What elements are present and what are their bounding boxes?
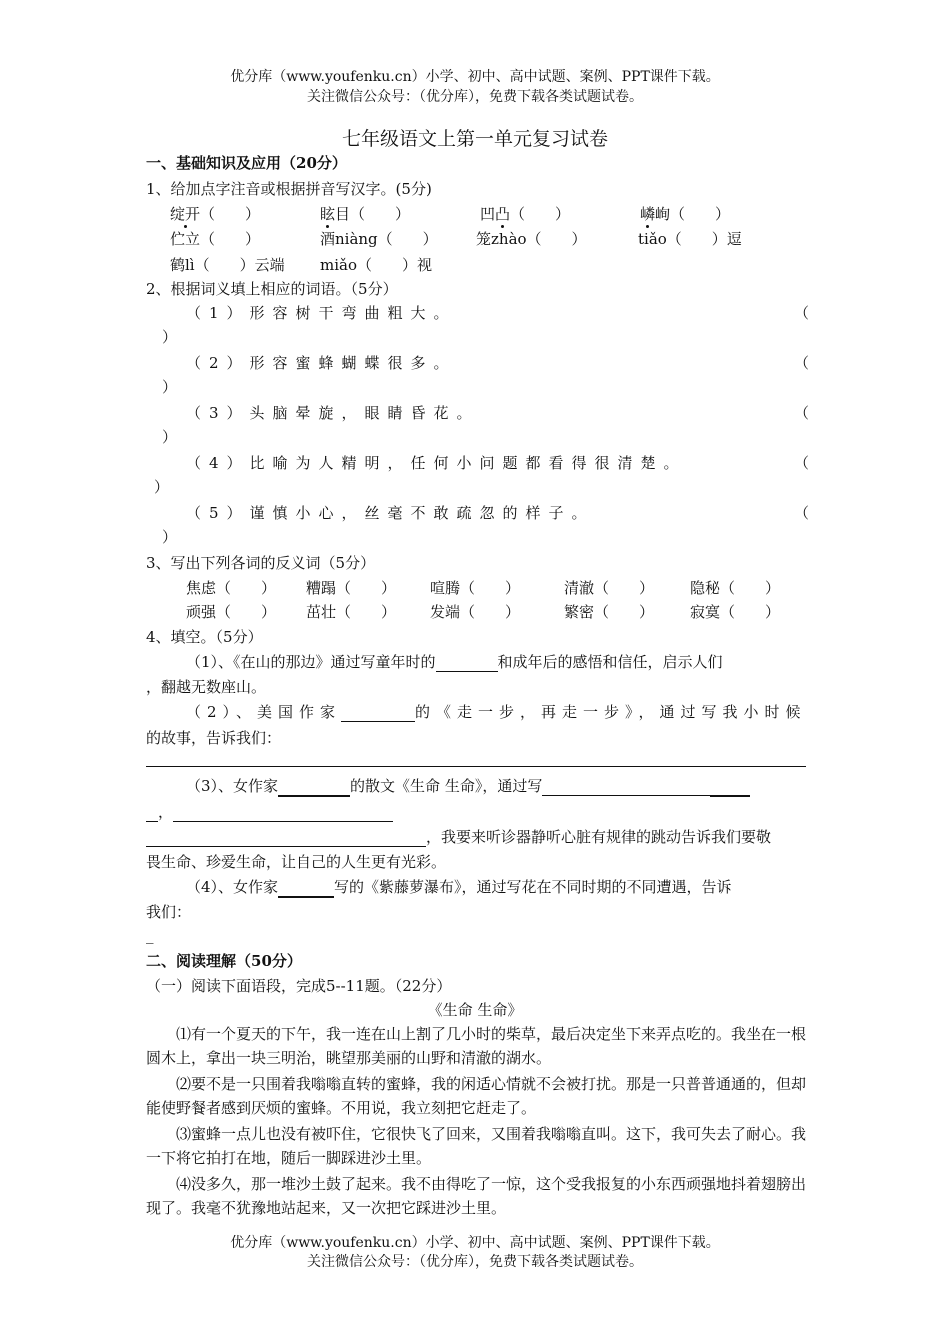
answer-blank[interactable]	[436, 653, 498, 672]
answer-open-paren: （	[794, 454, 810, 472]
q3-item: 发端（ ）	[430, 603, 521, 621]
q4-sentence-2: （2）、美国作家 的《走一步，再走一步》，通过写我小时候	[186, 703, 807, 721]
q2-item: （4）比喻为人精明，任何小问题都看得很清楚。	[186, 454, 687, 472]
essay-paragraph-3: ⑶蜜蜂一点儿也没有被吓住，它很快飞了回来，又围着我嗡嗡直叫。这下，我可失去了耐心。我一下将它拍打在地，随后一脚踩进沙土里。	[146, 1125, 807, 1167]
section-heading-reading: 二、阅读理解（50分）	[146, 952, 302, 970]
answer-close-paren: ）	[162, 378, 178, 396]
q3-item: 茁壮（ ）	[306, 603, 397, 621]
answer-open-paren: （	[794, 404, 810, 422]
q4-sentence-3: （3）、女作家 的散文《生命 生命》，通过写	[186, 775, 750, 797]
answer-open-paren: （	[794, 354, 810, 372]
answer-close-paren: ）	[162, 528, 178, 546]
essay-paragraph-2: ⑵要不是一只围着我嗡嗡直转的蜜蜂，我的闲适心情就不会被打扰。那是一只普普通通的，但却能使野餐者感到厌烦的蜜蜂。不用说，我立刻把它赶走了。	[146, 1075, 807, 1117]
answer-blank[interactable]	[542, 777, 710, 796]
q1-item: 绽开（ ）	[170, 205, 261, 223]
q4-sentence-1-cont: ，翻越无数座山。	[146, 678, 267, 696]
q3-item: 寂寞（ ）	[690, 603, 781, 621]
q1-item: 酒niàng（ ）	[320, 230, 438, 248]
q2-item: （2）形容蜜蜂蝴蝶很多。	[186, 354, 457, 372]
essay-paragraph-1: ⑴有一个夏天的下午，我一连在山上割了几小时的柴草，最后决定坐下来弄点吃的。我坐在一根圆木上，拿出一块三明治，眺望那美丽的山野和清澈的湖水。	[146, 1025, 807, 1067]
answer-blank[interactable]	[278, 777, 350, 797]
q1-item: 伫立（ ）	[170, 230, 261, 248]
q4-sentence-4: （4）、女作家 写的《紫藤萝瀑布》，通过写花在不同时期的不同遭遇，告诉	[186, 878, 732, 896]
q1-item: 笼zhào（ ）	[476, 230, 587, 248]
q4-sentence-4-cont: 我们：	[146, 903, 192, 921]
answer-blank[interactable]	[146, 803, 158, 822]
q2-item: （5）谨慎小心，丝毫不敢疏忽的样子。	[186, 504, 595, 522]
essay-paragraph-4: ⑷没多久，那一堆沙土鼓了起来。我不由得吃了一惊，这个受我报复的小东西顽强地抖着翅膀出现了。我毫不犹豫地站起来，又一次把它踩进沙土里。	[146, 1175, 807, 1217]
q2-item: （3）头脑晕旋，眼睛昏花。	[186, 404, 480, 422]
q2-item: （1）形容树干弯曲粗大。	[186, 304, 457, 322]
page-footer-line-2: 关注微信公众号：（优分库），免费下载各类试题试卷。	[307, 1254, 643, 1270]
answer-open-paren: （	[794, 504, 810, 522]
q3-item: 繁密（ ）	[564, 603, 655, 621]
q1-item: 眩目（ ）	[320, 205, 411, 223]
q3-heading: 3、写出下列各词的反义词（5分）	[146, 554, 376, 572]
answer-line[interactable]	[146, 766, 806, 767]
answer-blank-mark: _	[146, 926, 154, 944]
q3-item: 喧腾（ ）	[430, 579, 521, 597]
q3-item: 顽强（ ）	[186, 603, 277, 621]
q4-heading: 4、填空。（5分）	[146, 628, 263, 646]
q4-sentence-3-cont: 畏生命、珍爱生命，让自己的人生更有光彩。	[146, 853, 447, 871]
reading-subheading: （一）阅读下面语段，完成5--11题。（22分）	[146, 977, 452, 995]
q1-item: miǎo（ ）视	[320, 256, 432, 274]
answer-blank[interactable]	[341, 703, 415, 722]
answer-blank[interactable]	[146, 828, 426, 847]
q1-item: 鹤lì（ ）云端	[170, 256, 285, 274]
answer-close-paren: ）	[154, 478, 170, 496]
page-title: 七年级语文上第一单元复习试卷	[341, 128, 608, 150]
q1-item: tiǎo（ ）逗	[638, 230, 742, 248]
page-header-line-2: 关注微信公众号：（优分库），免费下载各类试题试卷。	[307, 89, 643, 105]
section-heading-basics: 一、基础知识及应用（20分）	[146, 154, 347, 172]
answer-blank[interactable]	[278, 878, 334, 898]
page-footer-line-1: 优分库（www.youfenku.cn）小学、初中、高中试题、案例、PPT课件下载。	[230, 1235, 720, 1251]
q1-item: 凹凸（ ）	[480, 205, 571, 223]
answer-close-paren: ）	[162, 428, 178, 446]
q4-sentence-3-cont: ，	[146, 801, 393, 822]
q4-sentence-2-cont: 的故事，告诉我们：	[146, 729, 282, 747]
essay-title: 《生命 生命》	[427, 1001, 523, 1019]
q1-item: 嶙峋（ ）	[640, 205, 731, 223]
q3-item: 清澈（ ）	[564, 579, 655, 597]
answer-blank[interactable]	[173, 803, 393, 822]
q3-item: 糟蹋（ ）	[306, 579, 397, 597]
q2-heading: 2、根据词义填上相应的词语。（5分）	[146, 280, 398, 298]
q4-sentence-1: （1）、《在山的那边》通过写童年时的 和成年后的感悟和信任，启示人们	[186, 653, 723, 671]
q3-item: 焦虑（ ）	[186, 579, 277, 597]
answer-blank[interactable]	[710, 777, 750, 797]
q4-sentence-3-cont: ，我要来听诊器静听心脏有规律的跳动告诉我们要敬	[146, 826, 771, 847]
page-header-line-1: 优分库（www.youfenku.cn）小学、初中、高中试题、案例、PPT课件下载。	[230, 69, 720, 85]
answer-open-paren: （	[794, 304, 810, 322]
answer-close-paren: ）	[162, 328, 178, 346]
q1-heading: 1、给加点字注音或根据拼音写汉字。(5分)	[146, 180, 432, 198]
q3-item: 隐秘（ ）	[690, 579, 781, 597]
